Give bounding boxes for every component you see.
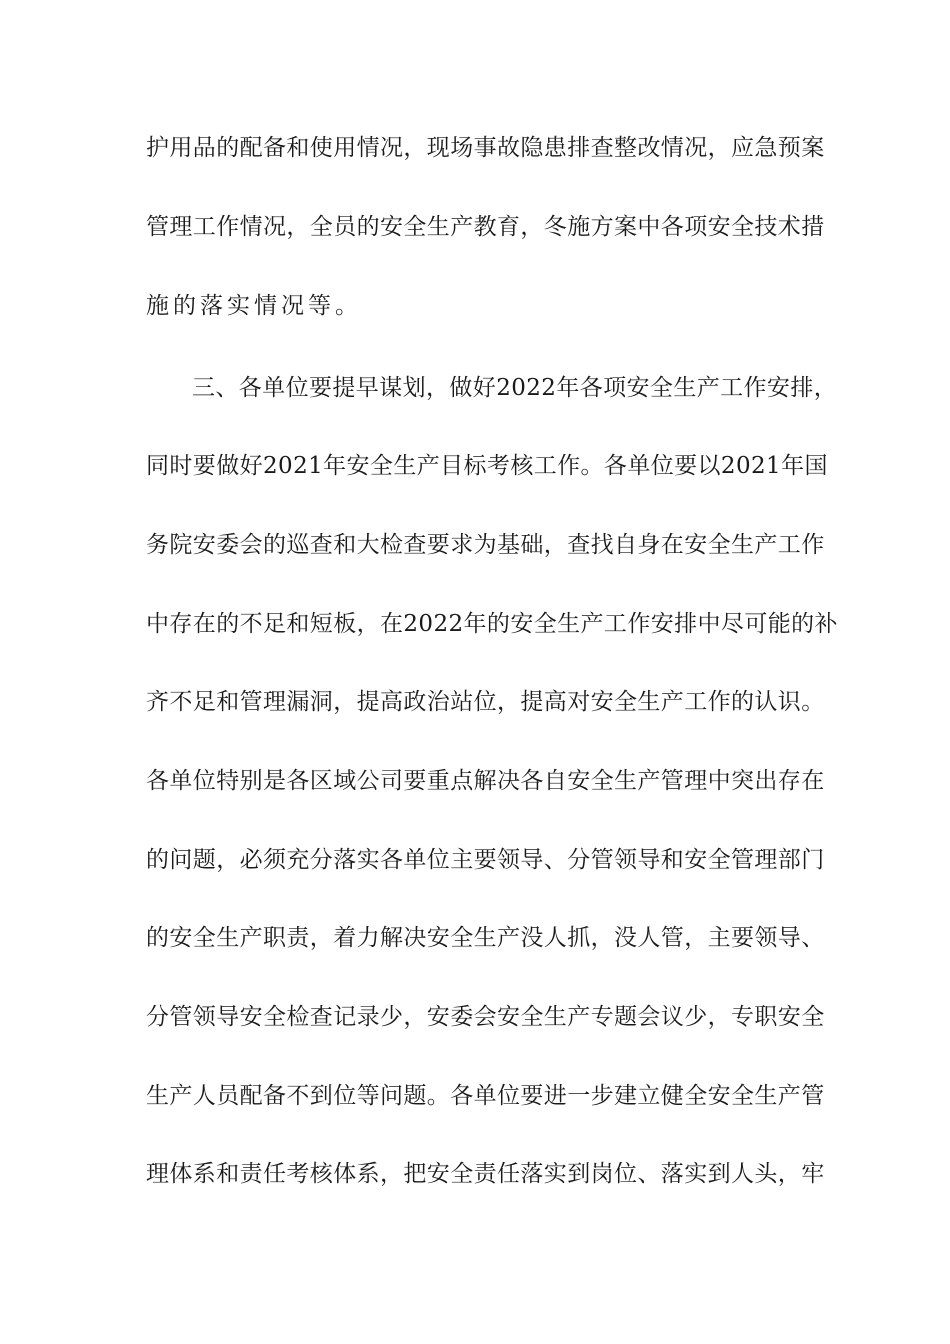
- text-line: 分管领导安全检查记录少，安委会安全生产专题会议少，专职安全: [146, 1004, 825, 1030]
- text-line: 中存在的不足和短板，在2022年的安全生产工作安排中尽可能的补: [146, 611, 838, 637]
- text-line: 齐不足和管理漏洞，提高政治站位，提高对安全生产工作的认识。: [146, 689, 825, 715]
- text-line: 务院安委会的巡查和大检查要求为基础，查找自身在安全生产工作: [146, 532, 825, 558]
- text-line: 护用品的配备和使用情况，现场事故隐患排查整改情况，应急预案: [146, 135, 825, 161]
- text-line: 生产人员配备不到位等问题。各单位要进一步建立健全安全生产管: [146, 1083, 825, 1109]
- text-line: 同时要做好2021年安全生产目标考核工作。各单位要以2021年国: [146, 453, 828, 479]
- text-line: 理体系和责任考核体系，把安全责任落实到岗位、落实到人头，牢: [146, 1161, 825, 1187]
- text-line: 的问题，必须充分落实各单位主要领导、分管领导和安全管理部门: [146, 847, 825, 873]
- text-line: 各单位特别是各区域公司要重点解决各自安全生产管理中突出存在: [146, 768, 825, 794]
- text-line: 的安全生产职责，着力解决安全生产没人抓，没人管，主要领导、: [146, 925, 825, 951]
- text-line: 三、各单位要提早谋划，做好2022年各项安全生产工作安排，: [192, 375, 838, 401]
- text-line: 管理工作情况，全员的安全生产教育，冬施方案中各项安全技术措: [146, 214, 825, 240]
- text-line: 施的落实情况等。: [146, 293, 362, 319]
